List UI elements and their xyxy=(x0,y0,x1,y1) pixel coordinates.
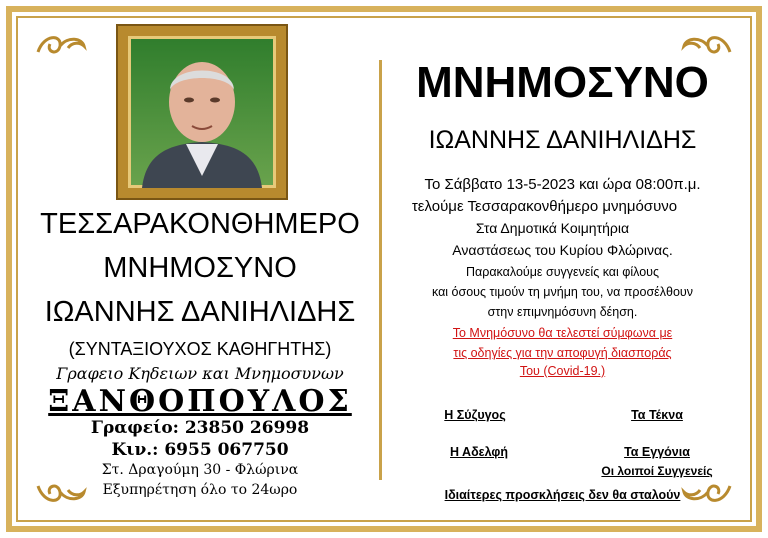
ceremony-place: Στα Δημοτικά Κοιμητήρια xyxy=(475,220,630,236)
mourner-relatives: Οι λοιποί Συγγενείς xyxy=(601,464,713,478)
left-deceased-role: (ΣΥΝΤΑΞΙΟΥΧΟΣ ΚΑΘΗΓΗΤΗΣ) xyxy=(68,339,332,359)
funeral-office-name: ΞΑΝΘΟΠΟΥΛΟΣ xyxy=(48,384,352,419)
center-divider xyxy=(379,60,382,480)
invitation-line-3: στην επιμνημόσυνη δέηση. xyxy=(487,305,638,319)
ornament-top-right-icon xyxy=(680,30,734,60)
office-mobile: Κιν.: 6955 067750 xyxy=(111,440,289,460)
left-deceased-name: ΙΩΑΝΝΗΣ ΔΑΝΙΗΛΙΔΗΣ xyxy=(44,296,356,328)
left-heading-memorial: ΜΝΗΜΟΣΥΝΟ xyxy=(103,252,297,284)
mourner-grandchildren: Τα Εγγόνια xyxy=(624,445,690,459)
ceremony-date: Το Σάββατο 13-5-2023 και ώρα 08:00π.μ. xyxy=(424,176,701,193)
right-deceased-name: ΙΩΑΝΝΗΣ ΔΑΝΙΗΛΙΔΗΣ xyxy=(428,126,697,154)
office-service-hours: Εξυπηρέτηση όλο το 24ωρο xyxy=(102,482,298,498)
office-phone: Γραφείο: 23850 26998 xyxy=(90,418,310,438)
covid-notice-line-1: Το Μνημόσυνο θα τελεστεί σύμφωνα με xyxy=(452,326,673,340)
covid-notice-line-2: τις οδηγίες για την αποφυγή διασποράς xyxy=(453,346,672,360)
ceremony-type: τελούμε Τεσσαρακονθήμερο μνημόσυνο xyxy=(411,198,678,215)
left-heading-fortieth: ΤΕΣΣΑΡΑΚΟΝΘΗΜΕΡΟ xyxy=(40,208,360,240)
covid-notice-line-3: Του (Covid-19.) xyxy=(519,364,606,378)
mourner-sister: Η Αδελφή xyxy=(450,445,508,459)
mourner-spouse: Η Σύζυγος xyxy=(444,408,506,422)
portrait-photo xyxy=(118,26,286,198)
office-address: Στ. Δραγούμη 30 - Φλώρινα xyxy=(101,462,299,478)
ceremony-church: Αναστάσεως του Κυρίου Φλώρινας. xyxy=(452,242,673,258)
invitation-line-1: Παρακαλούμε συγγενείς και φίλους xyxy=(465,265,660,279)
no-invitations-notice: Ιδιαίτερες προσκλήσεις δεν θα σταλούν xyxy=(444,488,681,502)
invitation-line-2: και όσους τιμούν τη μνήμη του, να προσέλθουν xyxy=(431,285,693,299)
ornament-top-left-icon xyxy=(34,30,88,60)
portrait-figure xyxy=(128,36,276,188)
right-title-memorial: ΜΝΗΜΟΣΥΝΟ xyxy=(416,58,709,107)
mourner-children: Τα Τέκνα xyxy=(631,408,683,422)
funeral-office-title: Γραφειο Κηδειων και Μνημοσυνων xyxy=(56,364,344,383)
